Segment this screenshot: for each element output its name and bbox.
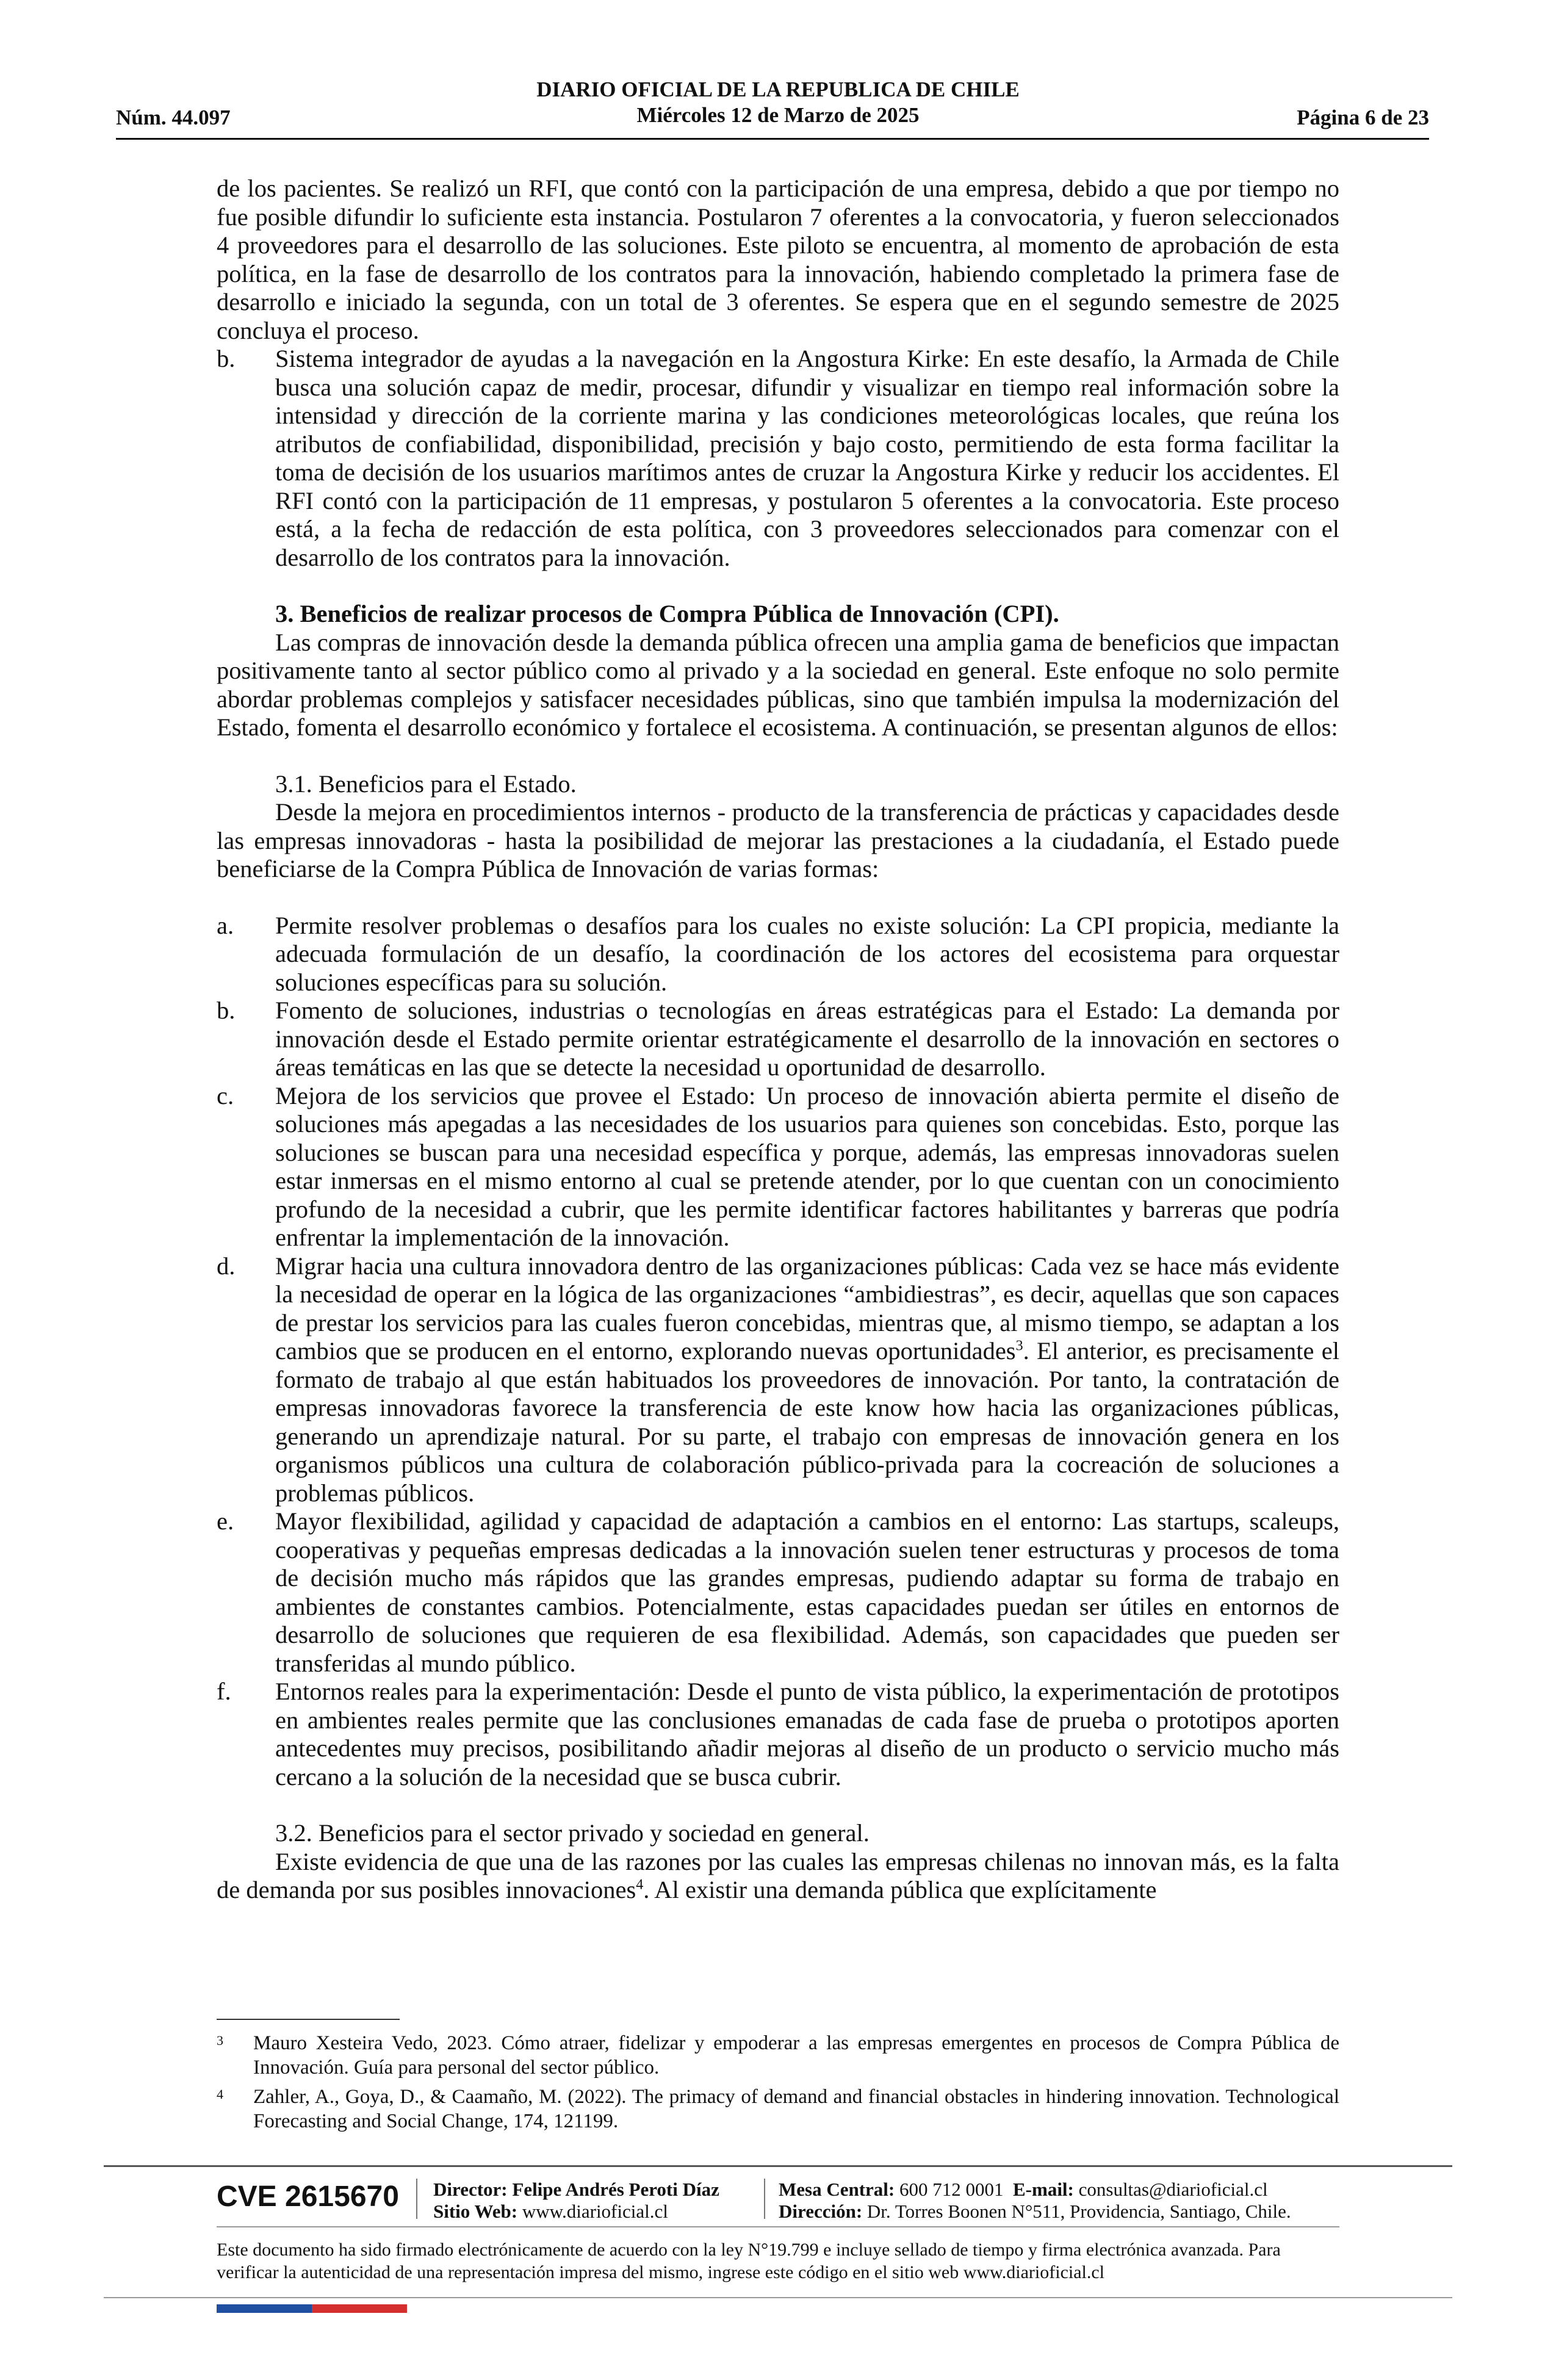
list-item-a	[217, 912, 1339, 997]
list-item-text: Mayor flexibilidad, agilidad y capacidad de adaptación a cambios en el entorno: Las startups, scaleups, cooperativas y pequeñas empresas dedicadas a la innovación suelen tener estructuras y procesos de toma de decisión mucho más rápidos que las grandes empresas, pudiendo adaptar su forma de trabajo en ambientes de constantes cambios. Potencialmente, estas capacidades puedan ser útiles en entornos de desarrollo de soluciones que requieren de esa flexibilidad. Además, son capacidades que pueden ser transferidas al mundo público.	[275, 1507, 1339, 1677]
publication-date: Miércoles 12 de Marzo de 2025	[636, 103, 920, 127]
address: Dr. Torres Boonen N°511, Providencia, Santiago, Chile.	[866, 2201, 1291, 2222]
footer-separator	[764, 2179, 765, 2219]
flag-blue-stripe	[217, 2304, 312, 2313]
phone-label: Mesa Central:	[779, 2179, 895, 2200]
list-item-b-kirke	[217, 345, 1339, 572]
cve-code: CVE 2615670	[217, 2180, 399, 2213]
footer-divider	[217, 2226, 1339, 2227]
footnote-text: Zahler, A., Goya, D., & Caamaño, M. (2022). The primacy of demand and financial obstacles in hindering innovation. Technological Forecasting and Social Change, 174, 121199.	[253, 2086, 1339, 2132]
signature-notice: Este documento ha sido firmado electrónicamente de acuerdo con la ley N°19.799 e incluye sellado de tiempo y firma electrónica avanzada. Para verificar la autenticidad de una representación impresa del mismo, ingrese este código en el sitio web www.diarioficial.cl	[217, 2240, 1281, 2282]
list-item-text: Sistema integrador de ayudas a la navegación en la Angostura Kirke: En este desafío, la Armada de Chile busca una solución capaz de medir, procesar, difundir y visualizar en tiempo real información sobre la intensidad y dirección de la corriente marina y las condiciones meteorológicas locales, que reúna los atributos de confiabilidad, disponibilidad, precisión y bajo costo, permitiendo de esta forma facilitar la toma de decisión de los usuarios marítimos antes de cruzar la Angostura Kirke y reducir los accidentes. El RFI contó con la participación de 11 empresas, y postularon 5 oferentes a la convocatoria. Este proceso está, a la fecha de redacción de esta política, con 3 proveedores seleccionados para comenzar con el desarrollo de los contratos para la innovación.	[275, 345, 1339, 571]
footer-contact-block	[779, 2179, 1291, 2223]
footnote-text: Mauro Xesteira Vedo, 2023. Cómo atraer, fidelizar y empoderar a las empresas emergentes en procesos de Compra Pública de Innovación. Guía para personal del sector público.	[253, 2032, 1339, 2079]
footnotes	[217, 2031, 1339, 2138]
flag-red-stripe	[312, 2304, 407, 2313]
website-label: Sitio Web:	[433, 2201, 518, 2222]
footnote-3	[217, 2031, 1339, 2080]
list-marker: e.	[217, 1507, 234, 1535]
list-item-f	[217, 1678, 1339, 1791]
phone-number: 600 712 0001	[899, 2179, 1004, 2200]
list-item-d	[217, 1252, 1339, 1508]
website-link[interactable]: www.diarioficial.cl	[522, 2201, 668, 2222]
paragraph-text-start: Existe evidencia de que una de las razones por las cuales las empresas chilenas no innovan más, es la falta de demanda por sus posibles innovaciones	[217, 1847, 1339, 1903]
list-marker: c.	[217, 1081, 234, 1109]
publication-title: DIARIO OFICIAL DE LA REPUBLICA DE CHILE	[536, 78, 1020, 101]
footer-divider	[104, 2165, 1452, 2167]
list-item-text-end: . El anterior, es precisamente el formato de trabajo al que están habituados los proveedores de innovación. Por tanto, la contratación de empresas innovadoras favorece la transferencia de este know how hacia las organizaciones públicas, generando un aprendizaje natural. Por su parte, el trabajo con empresas de innovación genera en los organismos públicos una cultura de colaboración público-privada para la cocreación de soluciones a problemas públicos.	[275, 1337, 1339, 1507]
page-number: Página 6 de 23	[1297, 106, 1429, 129]
footnote-ref-4[interactable]: 4	[636, 1877, 644, 1893]
list-item-text: Permite resolver problemas o desafíos para los cuales no existe solución: La CPI propicia, mediante la adecuada formulación de un desafío, la coordinación de los actores del ecosistema para orquestar soluciones específicas para su solución.	[275, 911, 1339, 996]
footnote-4	[217, 2085, 1339, 2133]
header-divider	[116, 138, 1429, 140]
footer-separator	[416, 2179, 417, 2219]
list-marker: f.	[217, 1678, 231, 1705]
list-item-text-start: Migrar hacia una cultura innovadora dentro de las organizaciones públicas: Cada vez se hace más evidente la necesidad de operar en la lógica de las organizaciones “ambidiestras”, es decir, aquellas que son capaces de prestar los servicios para las cuales fueron concebidas, mientras que, al mismo tiempo, se adaptan a los cambios que se producen en el entorno, explorando nuevas oportunidades	[275, 1252, 1339, 1365]
subsection-3-2-paragraph	[217, 1848, 1339, 1905]
list-marker: d.	[217, 1252, 236, 1280]
document-body	[217, 175, 1339, 1905]
address-label: Dirección:	[779, 2201, 863, 2222]
footnote-marker: 4	[217, 2086, 223, 2102]
list-item-text: Entornos reales para la experimentación: Desde el punto de vista público, la experimentación de prototipos en ambientes reales permite que las conclusiones emanadas de cada fase de prueba o prototipos aporten antecedentes muy precisos, posibilitando añadir mejoras al diseño de un producto o servicio mucho más cercano a la solución de la necesidad que se busca cubrir.	[275, 1678, 1339, 1790]
email-label: E-mail:	[1013, 2179, 1074, 2200]
list-marker: b.	[217, 345, 236, 372]
list-marker: a.	[217, 911, 234, 939]
footnote-divider	[217, 2019, 400, 2020]
list-item-text: Mejora de los servicios que provee el Estado: Un proceso de innovación abierta permite el diseño de soluciones más apegadas a las necesidades de los usuarios para quienes son concebidas. Esto, porque las soluciones se buscan para una necesidad específica y porque, además, las empresas innovadoras suelen estar inmersas en el mismo entorno al cual se pretende atender, por lo que cuentan con un conocimiento profundo de la necesidad a cubrir, que les permite identificar factores habilitantes y barreras que podría enfrentar la implementación de la innovación.	[275, 1081, 1339, 1251]
section-3-paragraph: Las compras de innovación desde la demanda pública ofrecen una amplia gama de beneficios que impactan positivamente tanto al sector público como al privado y a la sociedad en general. Este enfoque no solo permite abordar problemas complejos y satisfacer necesidades públicas, sino que también impulsa la modernización del Estado, fomenta el desarrollo económico y fortalece el ecosistema. A continuación, se presentan algunos de ellos:	[217, 628, 1339, 741]
issue-number: Núm. 44.097	[116, 106, 231, 129]
list-item-c	[217, 1082, 1339, 1252]
subsection-3-2-heading: 3.2. Beneficios para el sector privado y sociedad en general.	[275, 1819, 870, 1847]
section-3-heading: 3. Beneficios de realizar procesos de Compra Pública de Innovación (CPI).	[275, 600, 1059, 627]
list-marker: b.	[217, 997, 236, 1024]
footer-divider	[104, 2297, 1452, 2298]
list-item-text: Fomento de soluciones, industrias o tecnologías en áreas estratégicas para el Estado: La demanda por innovación desde el Estado permite orientar estratégicamente el desarrollo de la innovación en sectores o áreas temáticas en las que se detecte la necesidad u oportunidad de desarrollo.	[275, 997, 1339, 1081]
email-link[interactable]: consultas@diarioficial.cl	[1078, 2179, 1268, 2200]
list-item-b	[217, 997, 1339, 1082]
footer-director-block	[433, 2179, 719, 2223]
flag-color-bar	[217, 2304, 407, 2313]
footnote-marker: 3	[217, 2033, 223, 2048]
footnote-ref-3[interactable]: 3	[1015, 1338, 1023, 1354]
list-item-e	[217, 1507, 1339, 1678]
intro-continuation: de los pacientes. Se realizó un RFI, que contó con la participación de una empresa, debido a que por tiempo no fue posible difundir lo suficiente esta instancia. Postularon 7 oferentes a la convocatoria, y fueron seleccionados 4 proveedores para el desarrollo de las soluciones. Este piloto se encuentra, al momento de aprobación de esta política, en la fase de desarrollo de los contratos para la innovación, habiendo completado la primera fase de desarrollo e iniciado la segunda, con un total de 3 oferentes. Se espera que en el segundo semestre de 2025 concluya el proceso.	[217, 175, 1339, 344]
subsection-3-1-paragraph: Desde la mejora en procedimientos internos - producto de la transferencia de prácticas y capacidades desde las empresas innovadoras - hasta la posibilidad de mejorar las prestaciones a la ciudadanía, el Estado puede beneficiarse de la Compra Pública de Innovación de varias formas:	[217, 798, 1339, 882]
director-name: Felipe Andrés Peroti Díaz	[512, 2179, 719, 2200]
subsection-3-1-heading: 3.1. Beneficios para el Estado.	[275, 770, 577, 798]
director-label: Director:	[433, 2179, 508, 2200]
paragraph-text-end: . Al existir una demanda pública que explícitamente	[643, 1876, 1157, 1903]
